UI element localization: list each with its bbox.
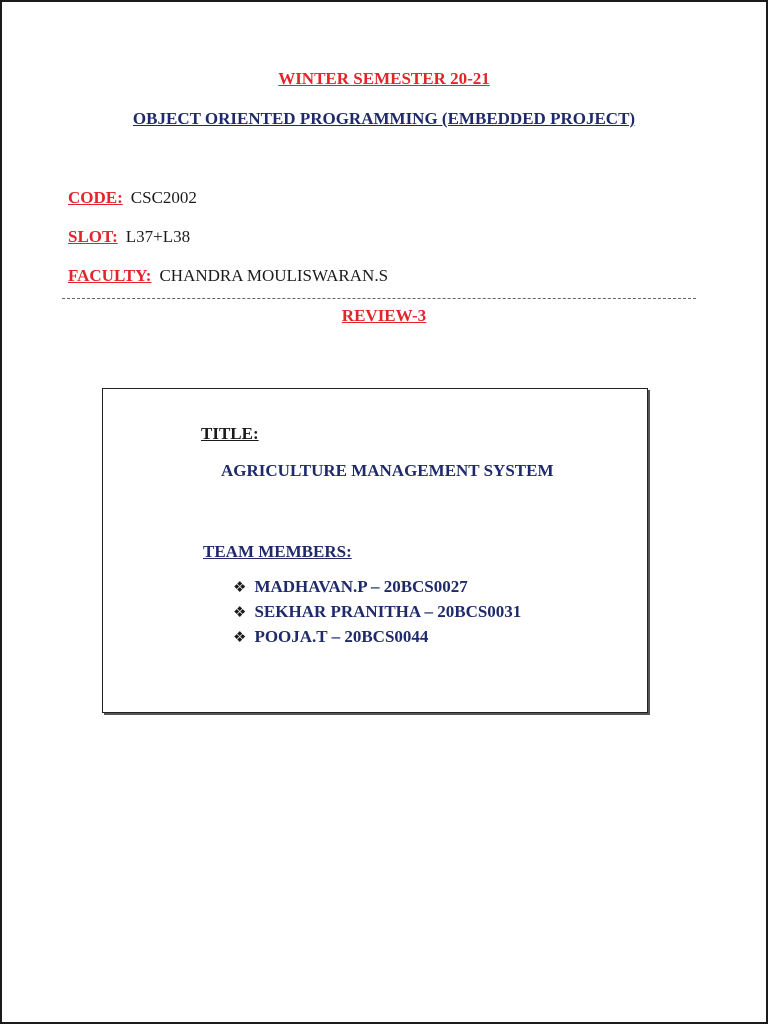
member-name: POOJA.T – 20BCS0044 [254, 627, 429, 646]
review-heading: REVIEW-3 [341, 306, 427, 325]
diamond-bullet-icon: ❖ [233, 578, 247, 596]
code-row [68, 188, 197, 208]
slot-row [68, 227, 190, 247]
member-name: SEKHAR PRANITHA – 20BCS0031 [254, 602, 522, 621]
faculty-row [68, 266, 388, 286]
project-box [102, 388, 648, 713]
diamond-bullet-icon: ❖ [233, 628, 247, 646]
diamond-bullet-icon: ❖ [233, 603, 247, 621]
slot-value: L37+L38 [125, 227, 191, 246]
code-label: CODE: [68, 188, 123, 207]
semester-heading: WINTER SEMESTER 20-21 [278, 69, 490, 88]
course-heading: OBJECT ORIENTED PROGRAMMING (EMBEDDED PROJECT) [132, 109, 636, 128]
member-name: MADHAVAN.P – 20BCS0027 [254, 577, 468, 596]
team-members-label: TEAM MEMBERS: [203, 542, 352, 561]
team-members-list [233, 577, 521, 652]
section-divider [62, 298, 696, 299]
faculty-value: CHANDRA MOULISWARAN.S [159, 266, 389, 285]
list-item [233, 602, 521, 627]
faculty-label: FACULTY: [68, 266, 152, 285]
title-label: TITLE: [201, 424, 259, 443]
slot-label: SLOT: [68, 227, 118, 246]
code-value: CSC2002 [130, 188, 197, 207]
project-title: AGRICULTURE MANAGEMENT SYSTEM [221, 461, 554, 480]
list-item [233, 577, 521, 602]
list-item [233, 627, 521, 652]
